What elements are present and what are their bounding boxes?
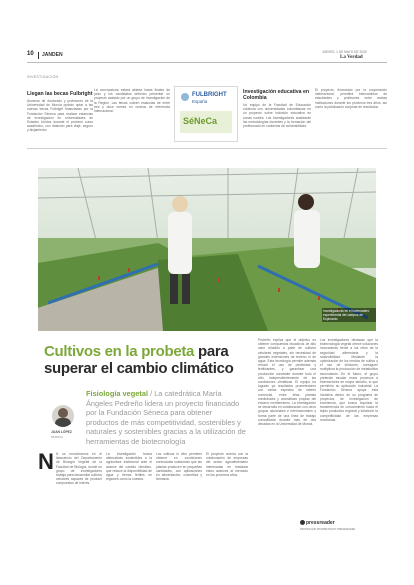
article-col-1: N os encontramos en el laboratorio del Departamento de Biología Vegetal de la Facultad de Biología, donde un grupo de investigadores trabaja para desarrollar cultivos celulares capaces de producir compuestos de interés. — [56, 452, 102, 486]
brief-right-body: Un equipo de la Facultad de Educación colabora con universidades colombianas en un proyecto sobre inclusión educativa en zonas rurales. Los investigadores analizarán las metodologías docentes y la formación del profesorado en contextos de vulnerabilidad. — [243, 103, 311, 129]
pressreader-brand — [300, 520, 335, 526]
seneca-logo-box — [180, 111, 232, 133]
page-number: 10 — [27, 51, 34, 57]
author-role: MURCIA — [51, 435, 63, 439]
brief-left-body: Alumnos de doctorado y profesores de la Universidad de Murcia podrán optar a las nuevas becas Fulbright financiadas por la Fundación Séneca para realizar estancias de investigación en universidades de Estados Unidos durante el próximo curso académico, con dotación para viaje, seguro y alojamiento. — [27, 99, 93, 133]
header-rule — [27, 62, 387, 63]
photo-caption: Investigadoras en el invernadero experimental del campus de Espinardo. — [322, 308, 376, 322]
greenhouse-photo — [38, 168, 376, 331]
author-name: JUAN LÓPEZ — [51, 430, 72, 434]
pressreader-icon — [300, 520, 305, 525]
pressreader-sub: PRINTED AND DISTRIBUTED BY PRESSREADER — [300, 528, 356, 531]
article-right-col-2: Los investigadores destacan que la biotecnología vegetal ofrece soluciones innovadoras frente a los retos de la seguridad alimentaria y la sostenibilidad. Mediante la optimización de los medios de cultivo y el uso de elicitores, consiguen multiplicar la producción de metabolitos secundarios. En el futuro, el grupo pretende escalar estos procesos a biorreactores de mayor tamaño, lo que permitiría su aplicación industrial. La Fundación Séneca apoya esta iniciativa dentro de su programa de proyectos de investigación de excelencia, que busca impulsar la transferencia de conocimiento hacia el tejido productivo regional y fortalecer la competitividad de las empresas murcianas. — [320, 338, 378, 422]
pressreader-text: pressreader — [306, 520, 335, 526]
article-col-4: El proyecto cuenta con la colaboración de empresas del sector agroalimentario interesadas en trasladar estos avances al mercado en los próximos años. — [206, 452, 248, 478]
brief-right-title: Investigación educativa en Colombia — [243, 89, 310, 101]
fulbright-logo-text: FULBRIGHT — [192, 92, 227, 98]
article-col-2: La investigación busca alternativas sostenibles a la agricultura tradicional ante el avance del cambio climático, que reduce la disponibilidad de agua y tierras fértiles en regiones como la nuestra. — [106, 452, 152, 482]
article-headline — [44, 343, 244, 377]
greenhouse-photo-illustration — [38, 168, 376, 331]
logos-panel — [174, 86, 238, 142]
section-name: JANDEN — [42, 52, 63, 58]
briefs-rule — [27, 148, 387, 149]
article-col-3: Los cultivos in vitro permiten obtener en condiciones controladas sustancias que las plantas producen en pequeñas cantidades, con aplicaciones en alimentación, cosmética y farmacia. — [156, 452, 202, 482]
fulbright-logo-sub: España — [192, 99, 208, 104]
brief-middle-body: La convocatoria estará abierta hasta finales de junio y los candidatos deberán presentar un proyecto avalado por un grupo de investigación de la Región. Las becas cubren estancias de entre tres y doce meses en centros de referencia internacional. — [94, 88, 170, 114]
article-lead — [86, 389, 246, 447]
article-right-col-1: Pedreño explica que el objetivo es obtener compuestos bioactivos de alto valor añadido a partir de cultivos celulares vegetales, sin necesidad de grandes extensiones de terreno ni de agua. Esta tecnología permite además reducir el uso de pesticidas y fertilizantes, y garantizar una producción constante durante todo el año, independientemente de las condiciones climáticas. El equipo ha logrado ya resultados prometedores con varias especies de interés comercial, entre ellas plantas medicinales y aromáticas propias del entorno mediterráneo. La investigación se desarrolla en colaboración con otros grupos nacionales e internacionales y forma parte de una línea de trabajo consolidada durante más de dos décadas en la Universidad de Murcia. — [258, 338, 316, 427]
headline-green-part: Cultivos en la probeta — [44, 343, 195, 360]
brief-left-title: Llegan las becas Fulbright — [27, 91, 93, 97]
lead-text: / La catedrática María Ángeles Pedreño lidera un proyecto financiado por la Fundación Séneca para obtener productos de más competitividad, sostenibles y naturales y sostenibles gracias a la utilización de herramientas de biotecnología — [86, 389, 246, 446]
fulbright-globe-icon — [181, 93, 189, 101]
headline-rest: para superar el cambio climático — [44, 343, 234, 377]
header-divider — [38, 52, 39, 59]
brief-far-right-body: El proyecto, financiado por la cooperación internacional, permitirá intercambios de estudiantes y profesores entre ambas instituciones durante los próximos tres años, así como la publicación conjunta de resultados. — [315, 88, 387, 109]
kicker: INVESTIGACIÓN — [27, 75, 59, 79]
date-line: JUEVES, 1 DE MAYO DE 2025 — [322, 50, 367, 54]
lead-keyword: Fisiología vegetal — [86, 389, 149, 398]
seneca-logo-text: SéNeCa — [183, 116, 218, 126]
newspaper-name: La Verdad — [340, 55, 363, 60]
author-avatar — [52, 405, 74, 427]
drop-cap: N — [38, 449, 54, 474]
